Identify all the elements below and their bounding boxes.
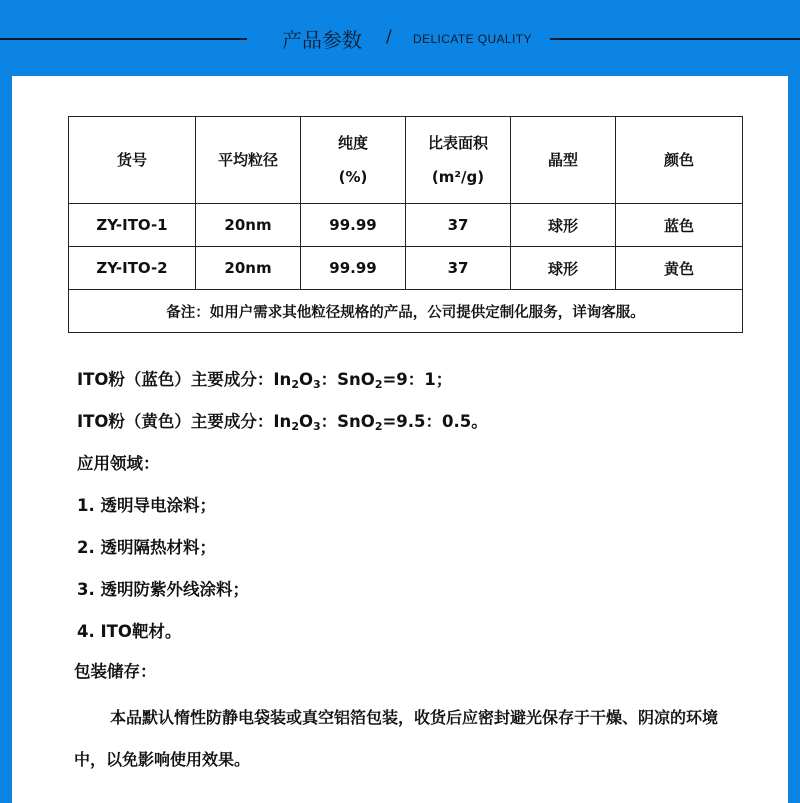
header-banner <box>0 0 800 76</box>
header-subtitle: DELICATE QUALITY <box>413 32 532 46</box>
col-header-purity: 纯度 (%) <box>301 117 406 204</box>
composition-yellow: ITO粉（黄色）主要成分：$In_2O_3$：SnO$_2$=9.5：0.5。 <box>77 412 488 433</box>
frame-border-left <box>0 76 12 803</box>
table-cell: 20nm <box>196 247 301 290</box>
table-cell: 37 <box>406 204 511 247</box>
list-item: 3. 透明防紫外线涂料； <box>77 580 249 599</box>
table-cell: ZY-ITO-1 <box>69 204 196 247</box>
col-header-item-no: 货号 <box>69 117 196 204</box>
table-note-row <box>69 290 743 333</box>
table-header-row <box>69 117 743 204</box>
applications-heading: 应用领域： <box>77 454 160 473</box>
header-divider-right <box>550 38 800 40</box>
table-cell: 20nm <box>196 204 301 247</box>
header-title: 产品参数 <box>282 28 362 52</box>
table-note: 备注：如用户需求其他粒径规格的产品，公司提供定制化服务，详询客服。 <box>69 290 743 333</box>
storage-heading: 包装储存： <box>74 662 157 681</box>
composition-blue: ITO粉（蓝色）主要成分：$In_2O_3$：SnO$_2$=9：1； <box>77 370 453 391</box>
list-item: 4. ITO靶材。 <box>77 622 182 641</box>
list-item: 1. 透明导电涂料； <box>77 496 216 515</box>
spec-table <box>68 116 743 333</box>
header-divider-left <box>0 38 247 40</box>
table-cell: ZY-ITO-2 <box>69 247 196 290</box>
header-separator: / <box>386 27 392 47</box>
col-header-color: 颜色 <box>616 117 743 204</box>
table-cell: 蓝色 <box>616 204 743 247</box>
table-row <box>69 247 743 290</box>
table-cell: 球形 <box>511 247 616 290</box>
table-cell: 37 <box>406 247 511 290</box>
list-item: 2. 透明隔热材料； <box>77 538 216 557</box>
table-row <box>69 204 743 247</box>
table-cell: 黄色 <box>616 247 743 290</box>
table-cell: 99.99 <box>301 204 406 247</box>
storage-paragraph: 本品默认惰性防静电袋装或真空铝箔包装，收货后应密封避光保存于干燥、阴凉的环境中，以免影响使用效果。 <box>74 708 719 769</box>
col-header-particle-size: 平均粒径 <box>196 117 301 204</box>
frame-border-right <box>788 76 800 803</box>
table-cell: 99.99 <box>301 247 406 290</box>
col-header-surface-area: 比表面积 (m²/g) <box>406 117 511 204</box>
col-header-crystal-form: 晶型 <box>511 117 616 204</box>
table-cell: 球形 <box>511 204 616 247</box>
